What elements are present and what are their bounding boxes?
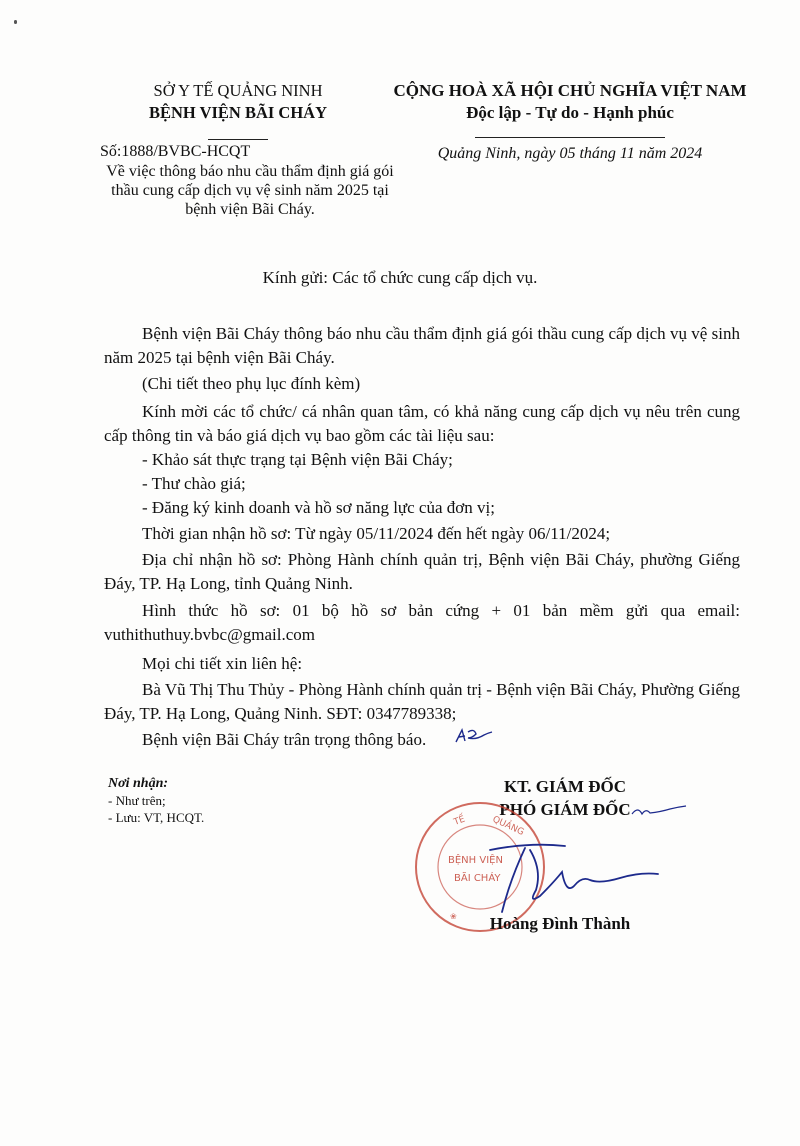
greeting: Kính gửi: Các tổ chức cung cấp dịch vụ. <box>262 268 538 287</box>
national-motto: Độc lập - Tự do - Hạnh phúc <box>466 103 674 122</box>
recipient-line-2: - Lưu: VT, HCQT. <box>108 810 205 825</box>
motto-underline <box>475 137 665 138</box>
body-paragraph-4: Thời gian nhận hồ sơ: Từ ngày 05/11/2024 đến hết ngày 06/11/2024; <box>142 524 611 543</box>
document-number: Số:1888/BVBC-HCQT <box>100 143 251 160</box>
body-paragraph-6: Hình thức hồ sơ: 01 bộ hồ sơ bản cứng + 01 bản mềm gửi qua email: vuthithuthuy.bvbc@gmail.com <box>104 601 740 644</box>
date-line: Quảng Ninh, ngày 05 tháng 11 năm 2024 <box>437 145 703 162</box>
body-paragraph-3: Kính mời các tổ chức/ cá nhân quan tâm, có khả năng cung cấp dịch vụ nêu trên cung cấp thông tin và báo giá dịch vụ bao gồm các tài liệu sau: <box>104 402 740 445</box>
svg-text:BỆNH VIỆN: BỆNH VIỆN <box>448 855 503 866</box>
svg-text:BÃI CHÁY: BÃI CHÁY <box>454 873 501 884</box>
list-item-3: - Đăng ký kinh doanh và hồ sơ năng lực của đơn vị; <box>142 498 495 517</box>
signer-title-2: PHÓ GIÁM ĐỐC <box>499 800 631 819</box>
list-item-1: - Khảo sát thực trạng tại Bệnh viện Bãi Cháy; <box>142 450 453 469</box>
svg-text:❀: ❀ <box>450 912 457 921</box>
body-paragraph-8: Bà Vũ Thị Thu Thủy - Phòng Hành chính quản trị - Bệnh viện Bãi Cháy, Phường Giếng Đáy, TP. Hạ Long, Quảng Ninh. SĐT: 0347789338; <box>104 680 740 723</box>
hospital-underline <box>208 139 268 140</box>
recipients-block <box>108 775 408 826</box>
issuing-agency <box>88 80 388 146</box>
recipient-line-1: - Như trên; <box>108 793 166 808</box>
document-subject: Về việc thông báo nhu cầu thẩm định giá gói thầu cung cấp dịch vụ vệ sinh năm 2025 tại bệnh viện Bãi Cháy. <box>106 163 394 218</box>
department-name: SỞ Y TẾ QUẢNG NINH <box>153 81 323 100</box>
signer-name: Hoàng Đình Thành <box>489 914 631 933</box>
recipients-title: Nơi nhận: <box>108 776 169 791</box>
svg-text:QUẢNG: QUẢNG <box>490 814 526 838</box>
body-paragraph-5: Địa chỉ nhận hồ sơ: Phòng Hành chính quản trị, Bệnh viện Bãi Cháy, phường Giếng Đáy, TP. Hạ Long, tỉnh Quảng Ninh. <box>104 550 740 593</box>
signer-title-1: KT. GIÁM ĐỐC <box>504 777 626 796</box>
country-name: CỘNG HOÀ XÃ HỘI CHỦ NGHĨA VIỆT NAM <box>393 81 747 100</box>
list-item-2: - Thư chào giá; <box>142 474 246 493</box>
initials-signature-1 <box>454 726 494 748</box>
scan-speck <box>14 20 17 24</box>
body-paragraph-7: Mọi chi tiết xin liên hệ: <box>142 654 303 673</box>
body-paragraph-9: Bệnh viện Bãi Cháy trân trọng thông báo. <box>142 730 427 749</box>
body-paragraph-2: (Chi tiết theo phụ lục đính kèm) <box>142 374 361 393</box>
hospital-name: BỆNH VIỆN BÃI CHÁY <box>148 103 328 122</box>
initials-signature-2 <box>630 800 690 822</box>
national-header <box>370 80 770 144</box>
body-paragraph-1: Bệnh viện Bãi Cháy thông báo nhu cầu thẩm định giá gói thầu cung cấp dịch vụ vệ sinh năm 2025 tại bệnh viện Bãi Cháy. <box>104 324 740 367</box>
svg-text:TẾ: TẾ <box>452 814 467 828</box>
